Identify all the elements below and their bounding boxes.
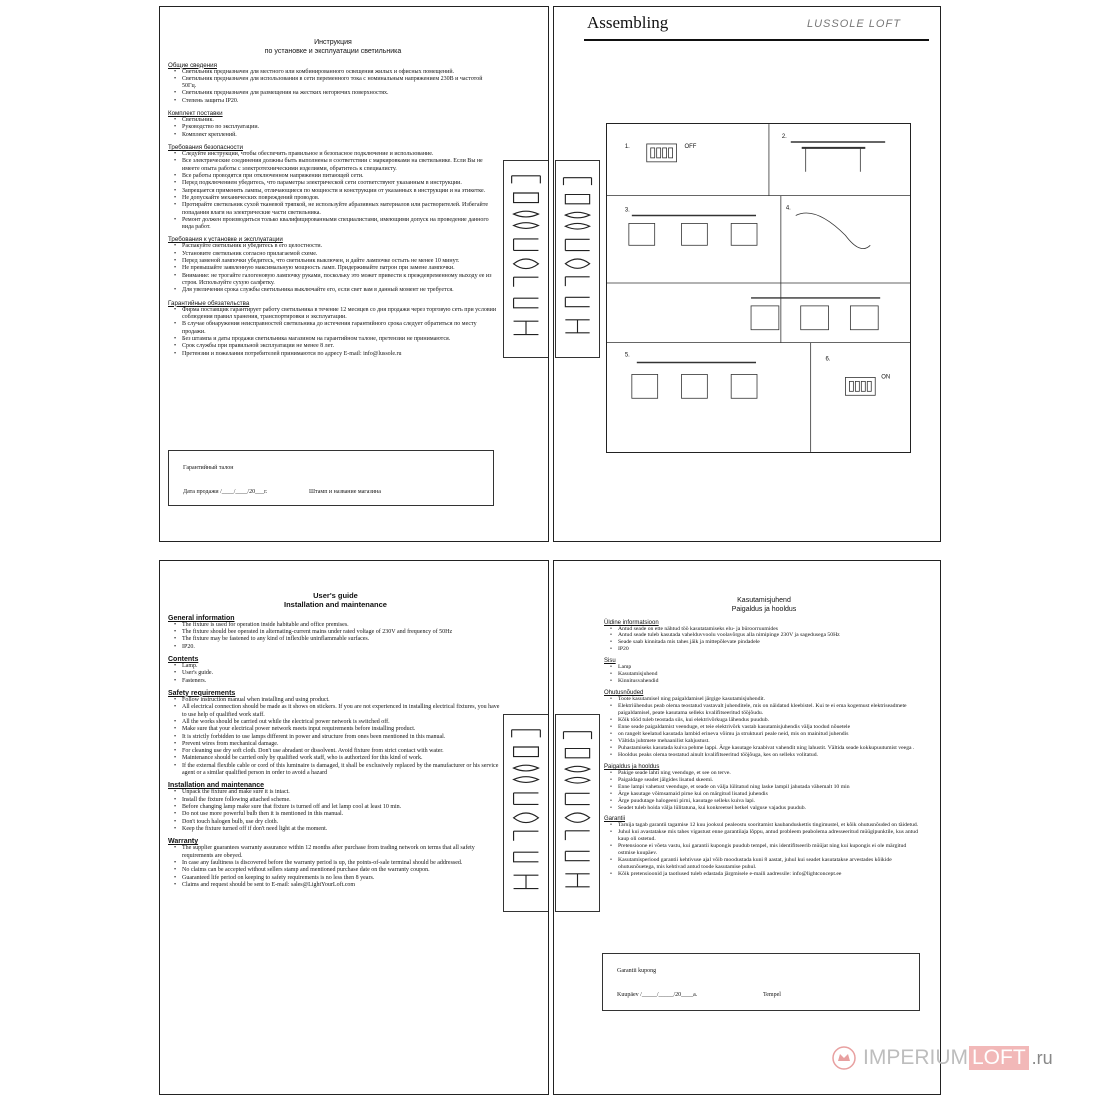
section-list [168,307,498,358]
list-item: • Светильник предназначен для местного или комбинированного освещения жилых и офисных помещений. [168,69,498,76]
list-item: • Светильник. [168,117,498,124]
section [168,656,503,685]
list-item: • Претензии и пожелания потребителей принимаются по адресу E-mail: info@lussole.ru [168,351,498,358]
on-label: ON [881,374,891,381]
section-heading: Installation and maintenance [168,782,265,790]
list-item: • Не допускайте механических повреждений проводов. [168,195,498,202]
list-item: • Перед подключением убедитесь, что параметры электрической сети соответствуют указанным в инструкции. [168,180,498,187]
list-item: • The fixture should bee operated in alternating-current mains under rated voltage of 230V and frequency of 50Hz [168,629,503,636]
step-1-label: 1. [624,143,630,150]
list-item: • IP20. [168,644,503,651]
russian-instruction-page [159,6,549,542]
list-item: • Hooldus peaks olema teostatud ainult kvalifitseeritud tööjõuga, kes on selleks volitatud. [604,752,924,759]
list-item: • Make sure that your electrical power network meets input requirements before installing product. [168,726,503,733]
list-item: • Claims and request should be sent to E-mail: sales@LightYourLoft.com [168,882,503,889]
list-item: • The fixture may be fastened to any kind of inflexible uninflammable surfaces. [168,636,503,643]
en-title-line1: User's guide [313,591,358,600]
list-item: • Don't touch halogen bulb, use dry cloth. [168,819,503,826]
section [168,300,498,358]
list-item: • Guaranteed life period on keeping to safety requirements is no less then 8 years. [168,875,503,882]
et-coupon-title: Garantii kupong [617,968,657,974]
list-item: • Все работы проводятся при отключенном напряжении питающей сети. [168,173,498,180]
watermark-loft: LOFT [969,1046,1029,1070]
watermark-ru: .ru [1031,1047,1053,1068]
section-list [168,243,498,294]
list-item: • Установите светильник согласно прилагаемой схеме. [168,251,498,258]
section [168,110,498,139]
list-item: • Pakige seade lahti ning veenduge, et see on terve. [604,770,924,777]
lussole-logo-graphic [504,715,548,911]
section-list [604,822,924,878]
list-item: • Paigaldage seadet jälgides lisatud skeemi. [604,777,924,784]
lussole-logo-graphic [504,161,548,357]
list-item: • Ärge kasutage võimsamaid pirne kui on märgitud lisatud juhendis [604,791,924,798]
section [168,144,498,231]
et-coupon-stamp: Tempel [763,992,781,998]
section-heading: Sisu [604,658,616,665]
section [168,690,503,777]
ru-title-line1: Инструкция [314,39,352,46]
section-heading: Ohutusnõuded [604,690,644,697]
list-item: • Kasutamisperiood garantii kehtivuse ajal võib moodustada kuni 8 aastat, juhul kui seadet kasutatakse arvestades kõikide ohutusnõuetega, mis kehtivad antud toode kasutamise puhul. [604,857,924,871]
en-title [168,591,503,610]
assembly-diagram [606,123,911,453]
section [604,816,924,878]
ru-title-line2: по установке и эксплуатации светильника [264,47,402,55]
list-item: • Pretensioone ei võeta vastu, kui garantii kupongis puudub tempel, mis identifitseerib müüjat ning kui kupongis ei ole märgitud ostmise kuupäev. [604,843,924,857]
section-list [604,664,924,685]
list-item: • It is strictly forbidden to use lamps different in power and structure from ones been mentioned in this manual. [168,734,503,741]
list-item: • Все электрические соединения должны быть выполнены в соответствии с маркировками на светильнике. Если Вы не имеете опыта работы с электротехническими изделиями, обратитесь к специалисту. [168,158,498,173]
list-item: • Lamp. [168,663,503,670]
section-list [168,663,503,685]
english-guide-page [159,560,549,1095]
ru-content [168,39,498,358]
list-item: • The fixture is used for operation inside habitable and office premises. [168,622,503,629]
section-list [604,696,924,759]
list-item: • All electrical connection should be made as it shows on stickers. If you are not experienced in installing electrical fixtures, you have to use help of qualified work staff. [168,704,503,719]
section-heading: Требования к установке и эксплуатации [168,236,283,244]
list-item: • Распакуйте светильник и убедитесь в его целостности. [168,243,498,250]
list-item: • Do not use more powerful bulb then it is mentioned in this manual. [168,811,503,818]
step-6-label: 6. [825,356,831,363]
ru-warranty-coupon [168,450,494,506]
ru-sections [168,62,498,358]
ru-coupon-stamp: Штамп и название магазина [309,489,381,495]
list-item: • Tarnija tagab garantii tagamise 12 kuu jooksul pealeostu sooritamist kaubanduskettis tingimustel, et kõik ohutusnõuded on täidetud. [604,822,924,829]
section-heading: Paigaldus ja hooldus [604,763,660,770]
step-5-label: 5. [624,352,630,359]
list-item: • Antud seade tuleb kasutada vahelduvvoolu voolavõrgus alla nimipinge 230V ja sagedusega 50Hz [604,632,924,639]
et-title [604,597,924,615]
section-heading: Safety requirements [168,689,236,697]
list-item: • Ärge puudutage halogeeni pirni, kasutage selleks kuiva lapi. [604,798,924,805]
et-title-line2: Paigaldus ja hooldus [731,605,797,613]
list-item: • Keep the fixture turned off if don't need light at the moment. [168,826,503,833]
list-item: • Не превышайте заявленную максимальную мощность ламп. Придерживайте патрон при замене лампочки. [168,265,498,272]
assembling-title: Assembling [587,13,669,32]
lussole-loft-logo-right [555,160,600,358]
et-coupon-date: Kuupäev /_____/_____/20____a. [617,992,698,998]
lussole-loft-logo-right-bottom [555,714,600,912]
section-list [168,789,503,833]
list-item: • In case any faultiness is discovered before the warranty period is up, the points-of-sale terminal should be addressed. [168,860,503,867]
lussole-logo-graphic [556,161,599,357]
title-underline [584,39,929,41]
section-list [604,626,924,654]
list-item: • Kõik tööd tuleb teostada siis, kui elektrivõrkuga lähendus puudub. [604,717,924,724]
section-list [168,151,498,231]
section-list [168,69,498,106]
list-item: • Светильник предназначен для размещения на жестких негорючих поверхностях. [168,90,498,97]
en-sections [168,615,503,889]
list-item: • Vältida juhtmete mehaanilist kahjustust. [604,738,924,745]
imperium-loft-watermark [831,1040,1096,1076]
list-item: • Протирайте светильник сухой тканевой тряпкой, не используйте абразивных материалов или растворителей. Избегайте попадания влаги на электрические части светильника. [168,202,498,217]
en-title-line2: Installation and maintenance [284,600,387,610]
list-item: • Запрещается применять лампы, отличающиеся по мощности и конструкции от указанных в инструкции и на этикетке. [168,188,498,195]
list-item: • For cleaning use dry soft cloth. Don't use abradant or dissolvent. Avoid fixture from strict contact with water. [168,748,503,755]
list-item: • Lamp [604,664,924,671]
lussole-logo-graphic [556,715,599,911]
list-item: • Срок службы при правильной эксплуатации не менее 8 лет. [168,343,498,350]
list-item: • Seade saab kinnitada mis tahes jäik ja mittepõlevate pindadele [604,639,924,646]
list-item: • Перед заменой лампочки убедитесь, что светильник выключен, и дайте лампочке остыть не менее 10 минут. [168,258,498,265]
list-item: • Enne seade paigaldamist veenduge, et teie elektrivõrk vastab kasutamisjuhendis välja toodud nõuetele [604,724,924,731]
section [604,764,924,812]
list-item: • Следуйте инструкции, чтобы обеспечить правильное и безопасное подключение и использование. [168,151,498,158]
et-sections [604,620,924,879]
lussole-loft-logo-left-bottom [503,714,549,912]
list-item: • Toote kasutamisel ning paigaldamisel järgige kasutamisjuhendit. [604,696,924,703]
section-heading: Contents [168,656,199,663]
section-heading: Требования безопасности [168,144,243,151]
list-item: • Фирма поставщик гарантирует работу светильника в течение 12 месяцев со дня продажи через торговую сеть при условии соблюдения правил хранения, транспортировки и эксплуатации. [168,307,498,322]
off-label: OFF [684,143,697,150]
ru-title [168,39,498,57]
list-item: • Для увеличения срока службы светильника выключайте его, если свет вам в данный момент не требуется. [168,287,498,294]
list-item: • Unpack the fixture and make sure it is intact. [168,789,503,796]
list-item: • User's guide. [168,670,503,677]
step-4-label: 4. [785,205,791,212]
list-item: • The supplier guarantees warranty assurance within 12 months after purchase from trading network on terms that all safety requirements are obeyed. [168,845,503,860]
section-list [168,117,498,139]
lussole-loft-logo-left [503,160,549,358]
et-title-line1: Kasutamisjuhend [737,597,791,604]
list-item: • Fasteners. [168,678,503,685]
list-item: • Juhul kui avastatakse mis tahes vigastust enne garantiiaja lõppu, antud probleem peabolema adresseeritud müügipunktile, kus antud kaup oli ostetud. [604,829,924,843]
list-item: • No claims can be accepted without sellers stamp and mentioned purchase date on the warranty coupon. [168,867,503,874]
section [168,782,503,833]
step-2-label: 2. [781,133,787,140]
list-item: • Kõik pretensioonid ja taotlused tuleb edastada järgmisele e-maili aadressile: info@lightconcept.ee [604,871,924,878]
section-list [168,697,503,777]
list-item: • Seadet tuleb hoida välja lülitatuna, kui konkreetsel hetkel valguse vajadus puudub. [604,805,924,812]
list-item: • Внимание: не трогайте галогеновую лампочку руками, поскольку это может привести к преждевременному выходу ее из строя. Используйте сухую салфетку. [168,273,498,288]
section [168,838,503,889]
list-item: • Руководство по эксплуатации. [168,124,498,131]
en-content [168,591,503,889]
list-item: • Kasutamisjuhend [604,671,924,678]
section-heading: Garantii [604,816,626,823]
section-heading: Гарантийные обязательства [168,299,250,307]
section [168,236,498,294]
brand-logo: LUSSOLE LOFT [807,18,901,30]
step-3-label: 3. [624,207,630,214]
list-item: • Antud seade on ette nähtud töö kasutatamiseks elu- ja büroorruumides [604,626,924,633]
watermark-imperium: IMPERIUM [863,1046,968,1069]
list-item: • Before changing lamp make sure that fixture is turned off and let lamp cool at least 10 min. [168,804,503,811]
section-list [168,622,503,651]
section-list [604,770,924,812]
list-item: • Степень защиты IP20. [168,98,498,105]
crown-icon [831,1045,857,1071]
section [168,62,498,106]
list-item: • Комплект креплений. [168,132,498,139]
list-item: • Kinnitusvahendid [604,678,924,685]
section [168,615,503,651]
list-item: • Follow instruction manual when installing and using product. [168,697,503,704]
list-item: • Enne lampi vahetust veenduge, et seade on välja lülitatud ning laske lampil jahutada vähemalt 10 min [604,784,924,791]
list-item: • Светильник предназначен для использования в сети переменного тока с номинальным напряжением 230В и частотой 50Гц. [168,76,498,91]
list-item: • IP20 [604,646,924,653]
et-content [604,597,924,878]
list-item: • on rangelt keelatud kasutada lambid erineva võimu ja struktuuri peale neid, mis on mainitud juhendis [604,731,924,738]
list-item: • All the works should be carried out while the electrical power network is switched off. [168,719,503,726]
estonian-guide-page [553,560,941,1095]
list-item: • Elektriühendus peab olema teostatud vastavalt juhenditele, mis on näidatud kleebistel. Kui te ei ema kogemust elektriseadmete paigaldamisel, peate kasutama selleks kvalifitseeritud tööjõudu. [604,703,924,717]
section [604,690,924,759]
section-heading: Общие сведения [168,61,217,69]
assembling-page [553,6,941,542]
section-heading: Комплект поставки [168,110,223,118]
et-warranty-coupon [602,953,920,1011]
list-item: • Ремонт должен производиться только квалифицированными специалистами, имеющими допуск на проведение данного вида работ. [168,217,498,232]
section-heading: General information [168,614,235,622]
list-item: • Install the fixture following attached scheme. [168,797,503,804]
list-item: • В случае обнаружения неисправностей светильника до истечения гарантийного срока следует обратиться по месту продажи. [168,321,498,336]
list-item: • Puhastamiseks kasutada kuiva pehme lappi. Ärge kasutage kraabivat vahendit ning lahustit. Vältida seade kokkupuutumist veega . [604,745,924,752]
list-item: • Без штампа и даты продажи светильника магазином на гарантийном талоне, претензии не принимаются. [168,336,498,343]
section [604,620,924,654]
section-heading: Üldine informatsioon [604,619,659,626]
list-item: • Maintenance should be carried only by qualified work staff, who is authorized for this kind of work. [168,755,503,762]
section [604,658,924,685]
list-item: • If the external flexible cable or cord of this luminaire is damaged, it shall be exclusively replaced by the manufacturer or his service agent or a similar qualified person in order to avoid a hazard [168,763,503,778]
list-item: • Prevent wires from mechanical damage. [168,741,503,748]
section-heading: Warranty [168,838,199,846]
section-list [168,845,503,889]
ru-coupon-title: Гарантийный талон [183,465,234,471]
ru-coupon-date: Дата продажи /____/____/20___г. [183,489,268,495]
assembly-steps-svg [607,124,910,452]
